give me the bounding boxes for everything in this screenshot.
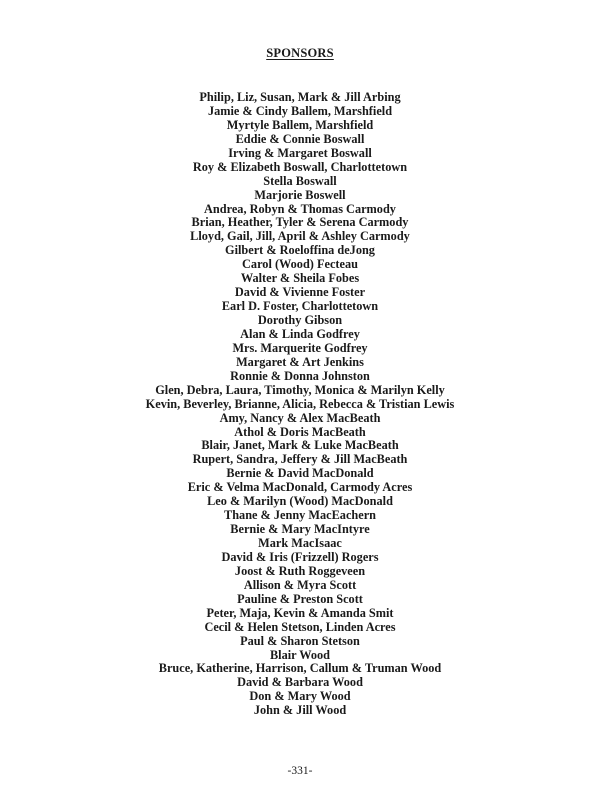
sponsor-entry: Marjorie Boswell (254, 187, 346, 202)
sponsor-entry: Allison & Myra Scott (243, 577, 357, 592)
sponsor-entry: Lloyd, Gail, Jill, April & Ashley Carmody (190, 229, 410, 244)
sponsor-entry: John & Jill Wood (253, 703, 347, 718)
sponsor-entry: Irving & Margaret Boswall (228, 145, 372, 160)
sponsor-entry: Bernie & David MacDonald (226, 466, 374, 481)
sponsor-entry: Bernie & Mary MacIntyre (230, 522, 370, 537)
sponsor-entry: Peter, Maja, Kevin & Amanda Smit (206, 605, 394, 620)
sponsor-entry: Paul & Sharon Stetson (240, 633, 360, 648)
sponsor-list (0, 91, 600, 718)
sponsor-entry: Earl D. Foster, Charlottetown (221, 299, 379, 314)
sponsor-entry: Mrs. Marquerite Godfrey (232, 340, 368, 355)
sponsor-entry: Margaret & Art Jenkins (236, 354, 364, 369)
page-title: SPONSORS (266, 46, 334, 60)
sponsor-entry: Athol & Doris MacBeath (234, 424, 366, 439)
sponsor-entry: Alan & Linda Godfrey (240, 326, 360, 341)
sponsor-entry: David & Vivienne Foster (234, 285, 366, 300)
sponsor-entry: Amy, Nancy & Alex MacBeath (219, 410, 381, 425)
sponsor-entry: Pauline & Preston Scott (237, 591, 363, 606)
sponsor-entry: Thane & Jenny MacEachern (224, 508, 376, 523)
sponsor-entry: Carol (Wood) Fecteau (242, 257, 358, 272)
sponsor-entry: Philip, Liz, Susan, Mark & Jill Arbing (199, 90, 401, 104)
page-number: -331- (287, 765, 313, 777)
sponsor-entry: Joost & Ruth Roggeveen (234, 563, 366, 578)
sponsor-entry: David & Barbara Wood (237, 675, 363, 690)
sponsor-entry: Eric & Velma MacDonald, Carmody Acres (187, 480, 413, 495)
sponsor-entry: Blair Wood (269, 647, 331, 662)
sponsor-entry: Ronnie & Donna Johnston (230, 368, 370, 383)
sponsor-entry: Rupert, Sandra, Jeffery & Jill MacBeath (192, 452, 408, 467)
sponsor-entry: Myrtyle Ballem, Marshfield (226, 117, 374, 132)
sponsor-entry: Andrea, Robyn & Thomas Carmody (204, 201, 396, 216)
sponsor-entry: Leo & Marilyn (Wood) MacDonald (207, 494, 393, 509)
sponsor-entry: Stella Boswall (263, 173, 337, 188)
sponsor-entry: Don & Mary Wood (249, 689, 351, 704)
sponsor-entry: Roy & Elizabeth Boswall, Charlottetown (192, 159, 408, 174)
sponsor-entry: Bruce, Katherine, Harrison, Callum & Truman Wood (158, 661, 442, 676)
sponsor-entry: Cecil & Helen Stetson, Linden Acres (204, 619, 396, 634)
sponsor-entry: Kevin, Beverley, Brianne, Alicia, Rebecca & Tristian Lewis (145, 396, 455, 411)
sponsor-entry: Walter & Sheila Fobes (240, 271, 360, 286)
sponsor-entry: Brian, Heather, Tyler & Serena Carmody (191, 215, 409, 230)
sponsor-entry: Blair, Janet, Mark & Luke MacBeath (201, 438, 399, 453)
sponsor-entry: Gilbert & Roeloffina deJong (225, 243, 375, 258)
sponsor-entry: Eddie & Connie Boswall (235, 131, 365, 146)
sponsor-entry: Dorothy Gibson (257, 313, 343, 327)
sponsor-entry: Jamie & Cindy Ballem, Marshfield (207, 103, 393, 118)
sponsor-entry: David & Iris (Frizzell) Rogers (221, 549, 379, 564)
sponsor-entry: Glen, Debra, Laura, Timothy, Monica & Marilyn Kelly (155, 382, 445, 397)
sponsor-entry: Mark MacIsaac (258, 536, 342, 550)
